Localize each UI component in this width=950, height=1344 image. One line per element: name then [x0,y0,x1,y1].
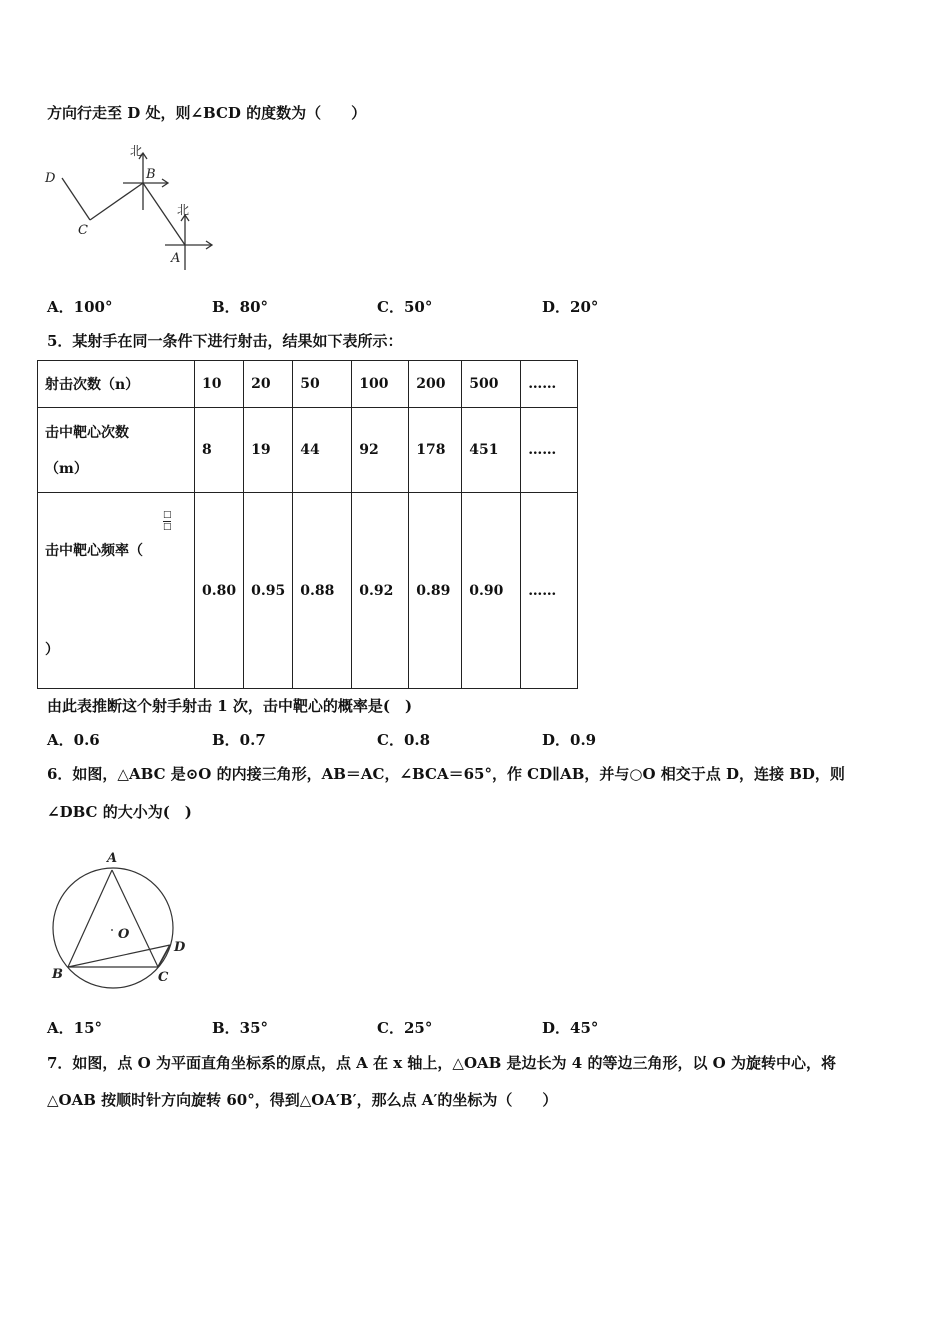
row-header-frequency [38,493,195,689]
fraction-top: □ [163,510,172,520]
q4-options [47,296,667,316]
point-D-label: D [174,940,186,955]
q6-stem-line2: ∠DBC 的大小为( ) [47,803,192,821]
table-cell: …… [521,493,578,689]
center-O-label: O [118,927,130,942]
q7-stem-line1: 7．如图，点 O 为平面直角坐标系的原点，点 A 在 x 轴上，△OAB 是边长为 4 的等边三角形，以 O 为旋转中心，将 [47,1054,836,1072]
table-cell: …… [521,408,578,493]
table-cell: 20 [244,361,293,408]
table-row-frequency [38,493,578,689]
row-header-frequency-line2: ） [45,642,59,658]
point-C-label: C [158,970,169,985]
point-A-label: A [107,851,118,866]
table-cell: 0.90 [462,493,521,689]
point-B-label: B [146,167,156,182]
table-cell: 100 [352,361,409,408]
q5-question: 由此表推断这个射手射击 1 次，击中靶心的概率是( ) [47,697,413,715]
table-cell: 451 [462,408,521,493]
q5-options [47,729,667,749]
table-cell: 19 [244,408,293,493]
q6-option-b[interactable]: B．35° [212,1019,269,1037]
table-cell: 0.95 [244,493,293,689]
q6-option-c[interactable]: C．25° [377,1019,433,1037]
point-D-label: D [45,171,56,186]
table-row-shots [38,361,578,408]
table-cell: 50 [293,361,352,408]
point-C-label: C [78,223,88,238]
q6-circle-figure [40,845,200,995]
table-cell: 92 [352,408,409,493]
q4-direction-figure [40,140,220,270]
q4-stem: 方向行走至 D 处，则∠BCD 的度数为（ ） [47,104,367,122]
north-label-a: 北 [177,203,190,217]
q5-option-b[interactable]: B．0.7 [212,731,266,749]
table-cell: …… [521,361,578,408]
q5-option-a[interactable]: A．0.6 [47,731,100,749]
q6-option-d[interactable]: D．45° [542,1019,599,1037]
table-cell: 10 [195,361,244,408]
row-header-hits-line2: （m） [45,461,88,477]
table-cell: 200 [409,361,462,408]
q4-option-d[interactable]: D．20° [542,298,599,316]
north-label-b: 北 [130,144,143,158]
q6-option-a[interactable]: A．15° [47,1019,103,1037]
fraction-placeholder [163,511,172,532]
table-row-hits [38,408,578,493]
q5-option-d[interactable]: D．0.9 [542,731,597,749]
point-B-label: B [52,967,63,982]
q5-option-c[interactable]: C．0.8 [377,731,431,749]
table-cell: 0.88 [293,493,352,689]
q7-stem-line2: △OAB 按顺时针方向旋转 60°，得到△OA′B′，那么点 A′的坐标为（ ） [47,1091,558,1109]
row-header-hits [38,408,195,493]
point-A-label: A [171,251,181,266]
fraction-bottom: □ [163,522,172,532]
table-cell: 0.80 [195,493,244,689]
table-cell: 44 [293,408,352,493]
q4-option-c[interactable]: C．50° [377,298,433,316]
table-cell: 178 [409,408,462,493]
q4-option-a[interactable]: A．100° [47,298,113,316]
table-cell: 0.92 [352,493,409,689]
table-cell: 8 [195,408,244,493]
q6-options [47,1017,667,1037]
row-header-shots: 射击次数（n） [38,361,195,408]
q5-stem: 5．某射手在同一条件下进行射击，结果如下表所示： [47,332,403,350]
table-cell: 500 [462,361,521,408]
q6-stem-line1: 6．如图，△ABC 是⊙O 的内接三角形，AB＝AC，∠BCA＝65°，作 CD∥AB，并与○O 相交于点 D，连接 BD，则 [47,765,845,783]
row-header-hits-line1: 击中靶心次数 [45,425,129,441]
row-header-frequency-line1: 击中靶心频率（ [45,543,143,559]
shooting-results-table [37,360,578,689]
q4-option-b[interactable]: B．80° [212,298,269,316]
table-cell: 0.89 [409,493,462,689]
